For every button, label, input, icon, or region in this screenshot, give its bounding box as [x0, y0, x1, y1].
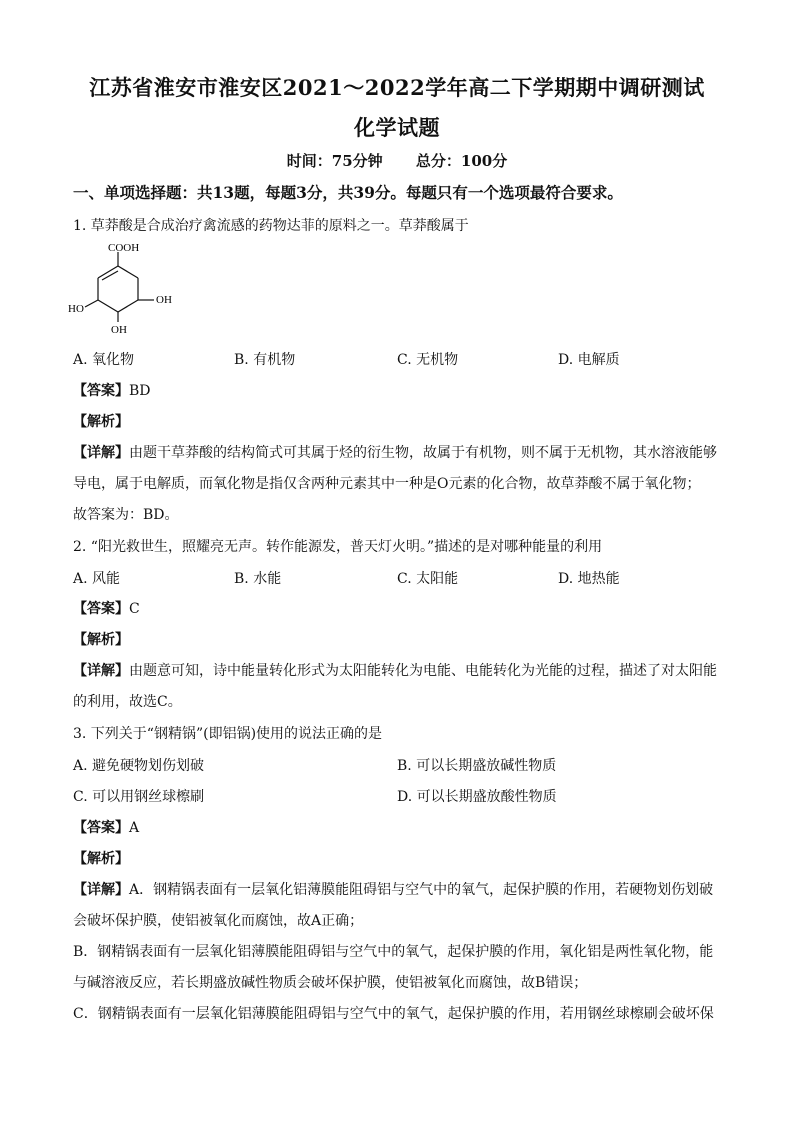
answer-tag: 【答案】	[73, 383, 129, 399]
q1-option-d: D. 电解质	[558, 352, 620, 368]
question-1-stem: 1. 草莽酸是合成治疗禽流感的药物达菲的原料之一。草莽酸属于	[73, 218, 469, 234]
q3-option-b: B. 可以长期盛放碱性物质	[397, 758, 557, 774]
q1-detail-line-2: 导电，属于电解质，而氧化物是指仅含两种元素其中一种是O元素的化合物，故草莽酸不属于氧化物；	[73, 476, 701, 492]
section-heading: 一、单项选择题：共13题，每题3分，共39分。每题只有一个选项最符合要求。	[73, 183, 623, 202]
shikimic-acid-structure	[68, 240, 188, 338]
bond-oh-left	[85, 300, 98, 307]
double-bond	[102, 271, 118, 280]
q3-option-a: A. 避免硬物划伤划破	[73, 758, 205, 774]
q2-detail-line-1	[73, 660, 717, 680]
q1-option-b: B. 有机物	[234, 352, 296, 368]
exam-meta	[0, 150, 794, 171]
q2-answer	[73, 598, 140, 618]
q2-option-a: A. 风能	[73, 571, 121, 587]
q1-detail-line-3: 故答案为：BD。	[73, 507, 179, 523]
detail-tag: 【详解】	[73, 663, 129, 679]
bond	[98, 300, 118, 312]
answer-value: C	[129, 601, 140, 617]
q1-option-c: C. 无机物	[397, 352, 459, 368]
q1-detail-line-1	[73, 442, 717, 462]
exam-total: 总分：100分	[415, 152, 508, 170]
label-oh-bottom: OH	[111, 324, 127, 336]
label-oh-right: OH	[156, 294, 172, 306]
q3-option-d: D. 可以长期盛放酸性物质	[397, 789, 557, 805]
bond	[118, 266, 138, 278]
exam-time: 时间：75分钟	[286, 152, 383, 170]
q1-answer	[73, 380, 151, 400]
q3-detail-line-4: 与碱溶液反应，若长期盛放碱性物质会破坏保护膜，使铝被氧化而腐蚀，故B错误；	[73, 975, 588, 991]
q3-detail-line-2: 会破坏保护膜，使铝被氧化而腐蚀，故A正确；	[73, 913, 364, 929]
answer-value: BD	[129, 383, 151, 399]
detail-text: A．钢精锅表面有一层氧化铝薄膜能阻碍铝与空气中的氧气，起保护膜的作用，若硬物划伤划破	[129, 882, 714, 898]
page-title: 江苏省淮安市淮安区2021～2022学年高二下学期期中调研测试	[89, 75, 705, 100]
q2-analysis-tag: 【解析】	[73, 632, 129, 648]
answer-value: A	[129, 820, 140, 836]
q2-option-d: D. 地热能	[558, 571, 620, 587]
q3-answer	[73, 817, 139, 837]
answer-tag: 【答案】	[73, 820, 129, 836]
detail-text: 由题干草莽酸的结构简式可其属于烃的衍生物，故属于有机物，则不属于无机物，其水溶液能够	[129, 445, 717, 461]
label-cooh: COOH	[108, 242, 140, 254]
answer-tag: 【答案】	[73, 601, 129, 617]
detail-text: 由题意可知，诗中能量转化形式为太阳能转化为电能、电能转化为光能的过程，描述了对太阳能	[129, 663, 717, 679]
q2-option-b: B. 水能	[234, 571, 282, 587]
bond	[118, 300, 138, 312]
page-subtitle: 化学试题	[354, 115, 440, 140]
q3-analysis-tag: 【解析】	[73, 851, 129, 867]
q3-detail-line-3: B．钢精锅表面有一层氧化铝薄膜能阻碍铝与空气中的氧气，起保护膜的作用，氧化铝是两性氧化物，能	[73, 944, 714, 960]
q1-option-a: A. 氧化物	[73, 352, 135, 368]
question-2-stem: 2. “阳光救世生，照耀亮无声。转作能源发，普天灯火明。”描述的是对哪种能量的利用	[73, 539, 603, 555]
q2-detail-line-2: 的利用，故选C。	[73, 694, 182, 710]
detail-tag: 【详解】	[73, 882, 129, 898]
label-oh-left: HO	[68, 303, 84, 315]
q2-option-c: C. 太阳能	[397, 571, 459, 587]
question-3-stem: 3. 下列关于“钢精锅”(即铝锅)使用的说法正确的是	[73, 726, 383, 742]
detail-tag: 【详解】	[73, 445, 129, 461]
q1-analysis-tag: 【解析】	[73, 414, 129, 430]
q3-detail-line-5: C．钢精锅表面有一层氧化铝薄膜能阻碍铝与空气中的氧气，起保护膜的作用，若用钢丝球檫刷会破坏保	[73, 1006, 714, 1022]
q3-option-c: C. 可以用钢丝球檫刷	[73, 789, 205, 805]
q3-detail-line-1	[73, 879, 713, 899]
